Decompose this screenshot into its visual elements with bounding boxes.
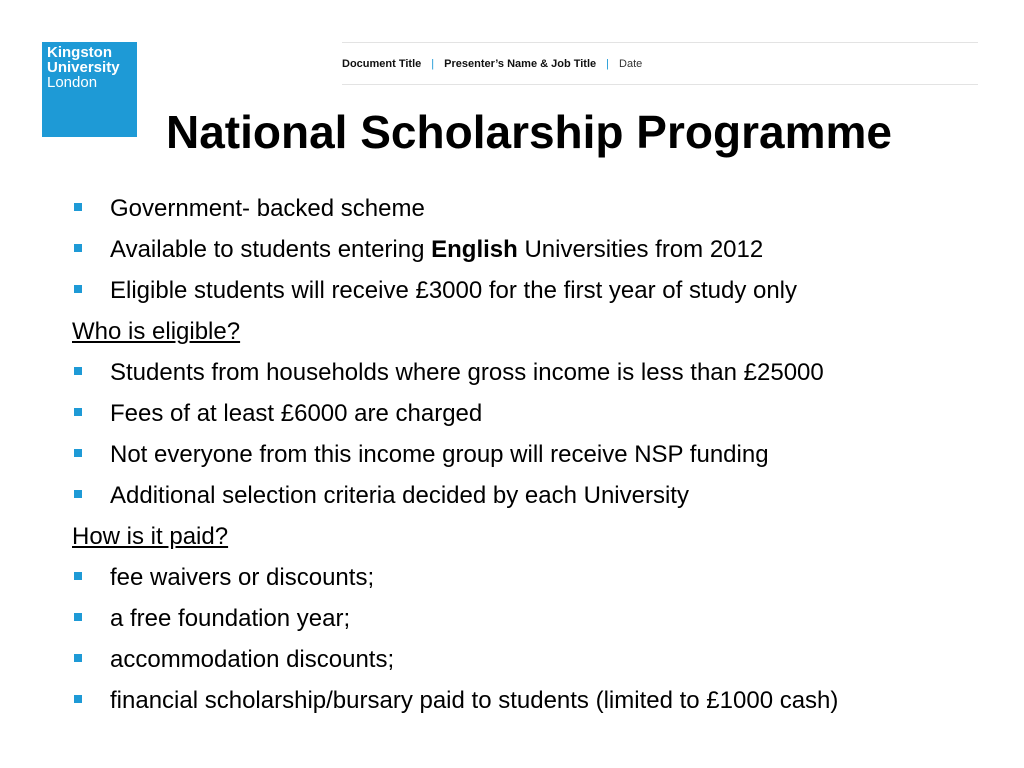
square-bullet-icon	[74, 367, 82, 375]
header-separator: |	[431, 57, 435, 70]
bullet-item	[72, 557, 1002, 598]
slide-content-list	[72, 188, 1002, 721]
square-bullet-icon	[74, 203, 82, 211]
bullet-text: financial scholarship/bursary paid to students (limited to £1000 cash)	[110, 687, 839, 714]
bullet-item	[72, 229, 1002, 270]
bullet-text: Fees of at least £6000 are charged	[110, 400, 483, 427]
square-bullet-icon	[74, 244, 82, 252]
bullet-text: Government- backed scheme	[110, 195, 425, 222]
square-bullet-icon	[74, 490, 82, 498]
university-logo	[42, 42, 137, 137]
square-bullet-icon	[74, 408, 82, 416]
bullet-item	[72, 188, 1002, 229]
bullet-item	[72, 434, 1002, 475]
square-bullet-icon	[74, 572, 82, 580]
logo-line-university: University	[47, 59, 120, 76]
bullet-item	[72, 270, 1002, 311]
section-heading	[72, 516, 1002, 557]
section-heading-text: Who is eligible?	[72, 318, 241, 345]
slide-header	[342, 42, 978, 85]
square-bullet-icon	[74, 613, 82, 621]
square-bullet-icon	[74, 285, 82, 293]
bullet-text: accommodation discounts;	[110, 646, 395, 673]
bullet-item	[72, 598, 1002, 639]
section-heading	[72, 311, 1002, 352]
square-bullet-icon	[74, 449, 82, 457]
bullet-text: fee waivers or discounts;	[110, 564, 375, 591]
section-heading-text: How is it paid?	[72, 523, 229, 550]
bullet-item	[72, 393, 1002, 434]
bullet-text: a free foundation year;	[110, 605, 351, 632]
logo-line-london: London	[47, 74, 98, 91]
bullet-text: Not everyone from this income group will receive NSP funding	[110, 441, 769, 468]
bullet-text: Students from households where gross income is less than £25000	[110, 359, 824, 386]
bullet-text: Available to students entering	[110, 236, 432, 263]
bullet-item	[72, 475, 1002, 516]
document-title: Document Title	[342, 57, 422, 70]
presenter-name: Presenter’s Name & Job Title	[444, 57, 597, 70]
bullet-item	[72, 352, 1002, 393]
bullet-text-emphasis: English	[431, 236, 518, 263]
bullet-text: Universities from 2012	[517, 236, 764, 263]
bullet-item	[72, 639, 1002, 680]
bullet-text: Eligible students will receive £3000 for the first year of study only	[110, 277, 798, 304]
logo-line-kingston: Kingston	[47, 44, 112, 61]
header-separator: |	[606, 57, 610, 70]
bullet-text: Additional selection criteria decided by each University	[110, 482, 689, 509]
slide-title: National Scholarship Programme	[166, 106, 892, 158]
square-bullet-icon	[74, 695, 82, 703]
square-bullet-icon	[74, 654, 82, 662]
header-date: Date	[619, 57, 643, 70]
bullet-item	[72, 680, 1002, 721]
